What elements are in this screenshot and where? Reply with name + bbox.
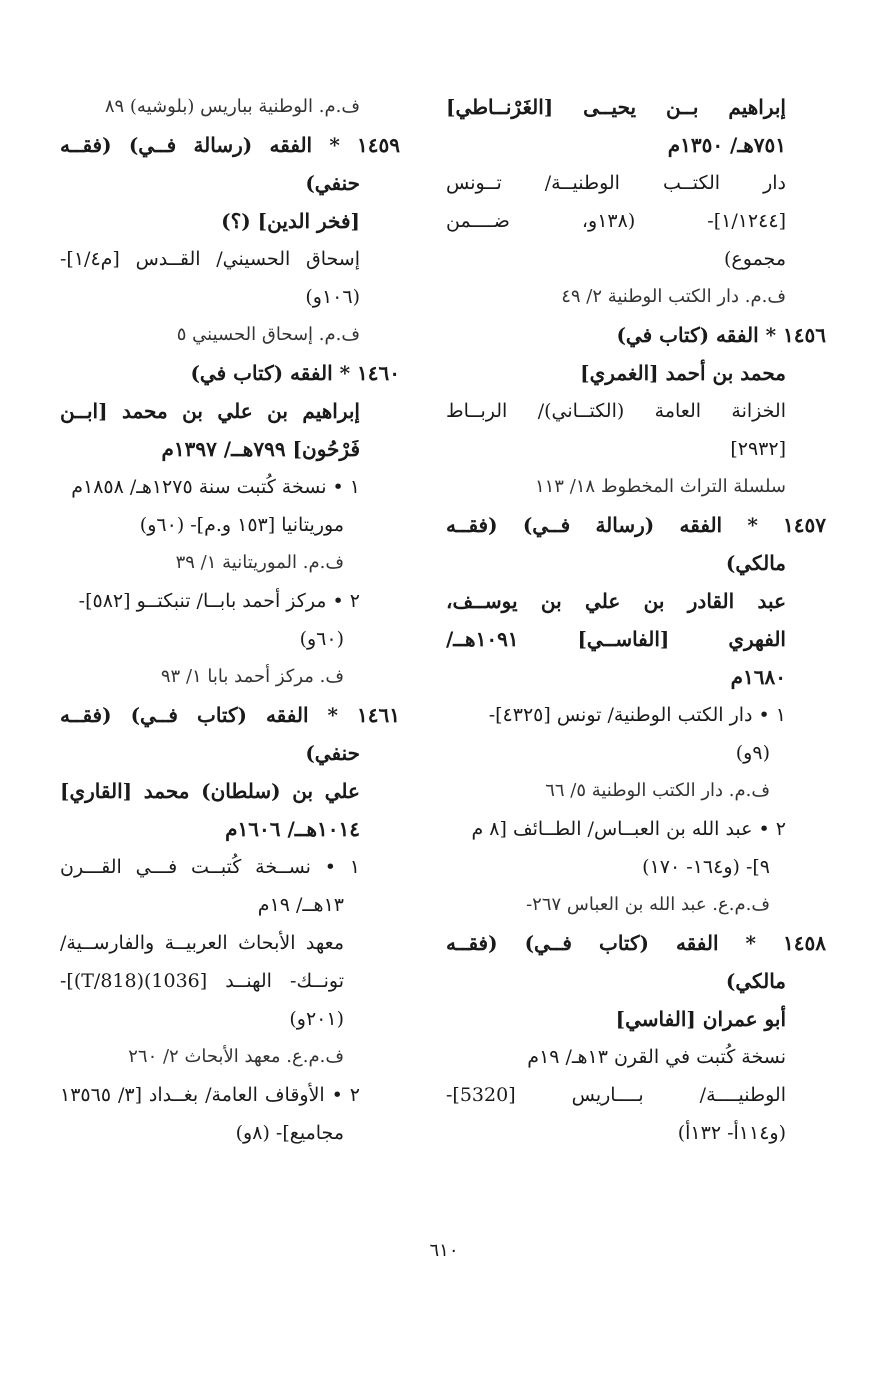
left-column-line: إسحاق الحسيني/ القــدس [م١/٤]-: [60, 248, 360, 270]
left-column-line: ١٤٦٠ * الفقه (كتاب في): [190, 361, 400, 385]
right-column-line: دار الكتــب الوطنيــة/ تــونس: [446, 172, 786, 194]
page-number: ٦١٠: [429, 1240, 459, 1261]
right-column-line: مالكي): [725, 969, 786, 993]
right-column-line: ١٤٥٨ * الفقه (كتاب فــي) (فقــه: [446, 931, 826, 955]
left-column-line: ١٠١٤هــ/ ١٦٠٦م: [225, 817, 360, 841]
left-column-line: ٢ • الأوقاف العامة/ بغــداد [٣/ ١٣٥٦٥: [60, 1084, 360, 1106]
left-column-line: معهد الأبحاث العربيــة والفارســية/: [60, 932, 344, 954]
right-column-line: أبو عمران [الفاسي]: [615, 1007, 786, 1031]
right-column-line: ١ • دار الكتب الوطنية/ تونس [٤٣٢٥]-: [488, 704, 786, 726]
left-column-line: ٢ • مركز أحمد بابــا/ تنبكتــو [٥٨٢]-: [78, 590, 360, 612]
right-column-line: إبراهيم بــن يحيــى [الغَرْنــاطي]: [446, 95, 786, 119]
left-column-line: ١٣هــ/ ١٩م: [257, 894, 344, 916]
left-column-line: ١ • نسخة كُتبت سنة ١٢٧٥هـ/ ١٨٥٨م: [71, 476, 360, 498]
left-column-line: ١٤٦١ * الفقه (كتاب فــي) (فقــه: [60, 703, 400, 727]
right-column-line: ف.م. دار الكتب الوطنية ٢/ ٤٩: [561, 286, 786, 307]
right-column-line: الفهري [الفاســي] ١٠٩١هــ/: [446, 627, 786, 651]
left-column-line: مجاميع]- (٨و): [235, 1122, 344, 1144]
right-column-line: ف.م. دار الكتب الوطنية ٥/ ٦٦: [545, 780, 770, 801]
right-column-line: ١٤٥٧ * الفقه (رسالة فــي) (فقــه: [446, 513, 826, 537]
right-column-line: ٧٥١هـ/ ١٣٥٠م: [667, 133, 786, 157]
left-column-line: (١٠٦و): [305, 286, 360, 308]
right-column-line: مجموع): [724, 248, 786, 270]
left-column-line: (٦٠و): [299, 628, 344, 650]
right-column-line: عبد القادر بن علي بن يوســف،: [446, 589, 786, 613]
left-column-line: ف.م.ع. معهد الأبحاث ٢/ ٢٦٠: [128, 1046, 344, 1067]
right-column-line: محمد بن أحمد [الغمري]: [580, 361, 786, 385]
right-column-line: ٢ • عبد الله بن العبــاس/ الطــائف [٨ م: [471, 818, 786, 840]
left-column-line: [فخر الدين] (؟): [221, 209, 360, 233]
right-column-line: الوطنيــــة/ بــــاريس [5320]-: [446, 1084, 786, 1106]
right-column-line: (٩و): [735, 742, 770, 764]
right-column-line: سلسلة التراث المخطوط ١٨/ ١١٣: [534, 476, 786, 497]
left-column-line: ف. مركز أحمد بابا ١/ ٩٣: [160, 666, 344, 687]
left-column-line: تونــك- الهنــد [1036)(T/818)]-: [60, 970, 344, 992]
left-column-line: ١٤٥٩ * الفقه (رسالة فــي) (فقــه: [60, 133, 400, 157]
left-column: [60, 88, 400, 1152]
left-column-line: (٢٠١و): [289, 1008, 344, 1030]
left-column-line: حنفي): [305, 741, 360, 765]
right-column-line: ف.م.ع. عبد الله بن العباس ٢٦٧-: [526, 894, 770, 915]
right-column-line: الخزانة العامة (الكتــاني)/ الربــاط: [446, 400, 786, 422]
left-column-line: حنفي): [305, 171, 360, 195]
right-column: [446, 88, 826, 1152]
right-column-line: [١/١٢٤٤]- (١٣٨و، ضــــمن: [446, 210, 786, 232]
left-column-line: علي بن (سلطان) محمد [القاري]: [60, 779, 360, 803]
left-column-line: ١ • نســخة كُتبــت فـــي القـــرن: [60, 856, 360, 878]
left-column-line: ف.م. إسحاق الحسيني ٥: [176, 324, 360, 345]
right-column-line: ١٤٥٦ * الفقه (كتاب في): [616, 323, 826, 347]
left-column-line: ف.م. الموريتانية ١/ ٣٩: [175, 552, 344, 573]
right-column-line: ٩]- (و١٦٤- ١٧٠): [642, 856, 770, 878]
right-column-line: ١٦٨٠م: [730, 665, 786, 689]
right-column-line: [٢٩٣٢]: [730, 438, 786, 460]
left-column-line: إبراهيم بن علي بن محمد [ابــن: [60, 399, 360, 423]
right-column-line: مالكي): [725, 551, 786, 575]
left-column-line: موريتانيا [١٥٣ و.م]- (٦٠و): [139, 514, 344, 536]
right-column-line: نسخة كُتبت في القرن ١٣هـ/ ١٩م: [527, 1046, 786, 1068]
left-column-line: فَرْحُون] ٧٩٩هــ/ ١٣٩٧م: [161, 437, 360, 461]
right-column-line: (و١١٤أ- ١٣٢أ): [677, 1122, 786, 1144]
left-column-line: ف.م. الوطنية بباريس (بلوشيه) ٨٩: [104, 96, 360, 117]
